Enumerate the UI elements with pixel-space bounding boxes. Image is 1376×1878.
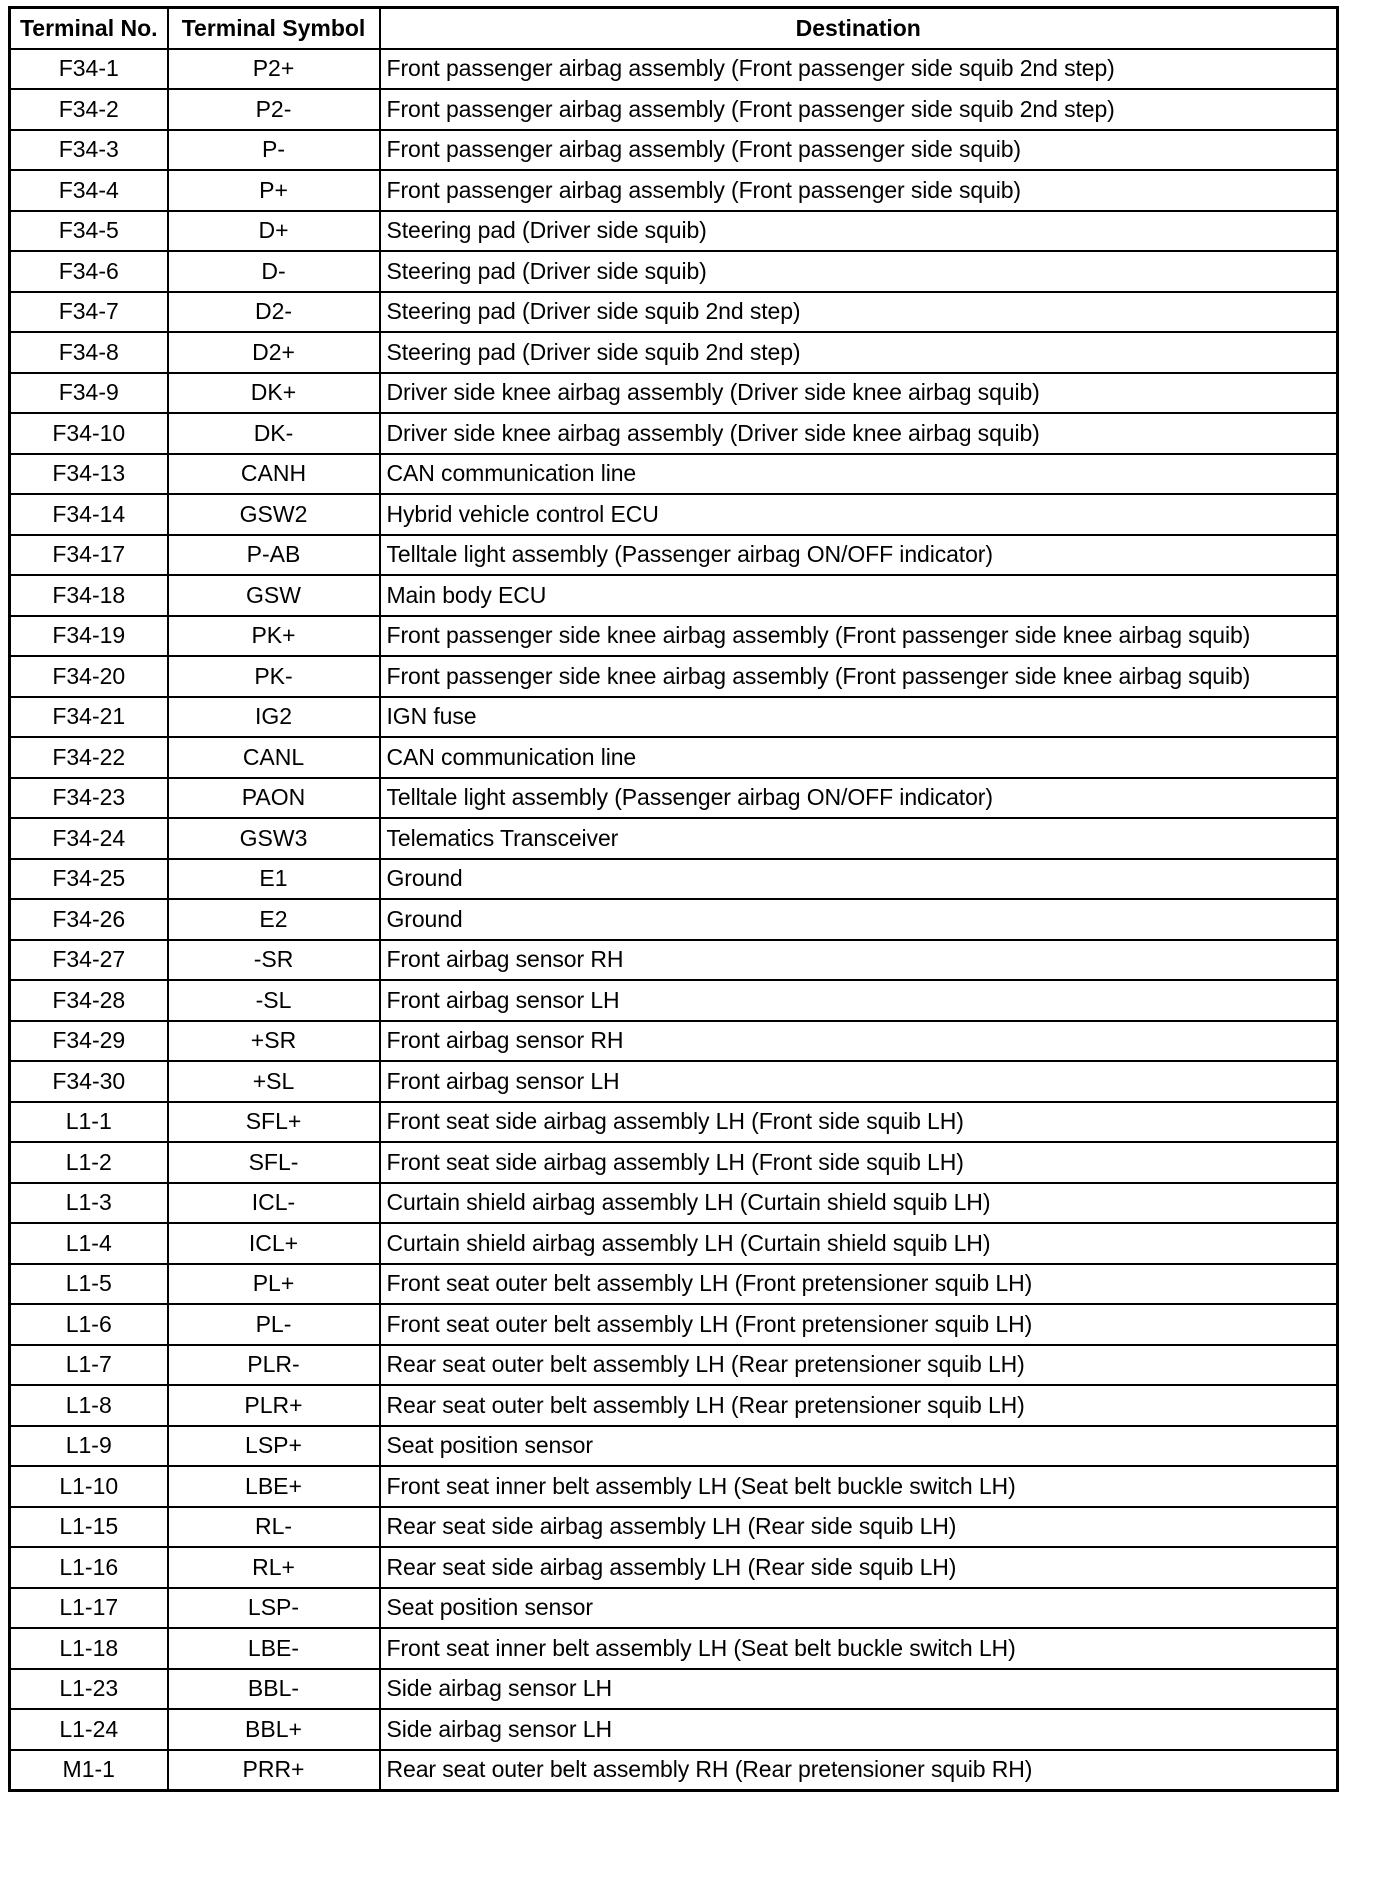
terminal-symbol-cell: GSW3 bbox=[168, 818, 380, 859]
header-row bbox=[10, 8, 1338, 49]
destination-cell: Rear seat side airbag assembly LH (Rear side squib LH) bbox=[380, 1547, 1338, 1588]
table-row bbox=[10, 1507, 1338, 1548]
terminal-symbol-cell: ICL+ bbox=[168, 1223, 380, 1264]
terminal-no-cell: L1-23 bbox=[10, 1669, 168, 1710]
terminal-no-cell: M1-1 bbox=[10, 1750, 168, 1791]
terminal-symbol-cell: IG2 bbox=[168, 697, 380, 738]
terminal-no-cell: L1-17 bbox=[10, 1588, 168, 1629]
terminal-symbol-cell: PL+ bbox=[168, 1264, 380, 1305]
terminal-symbol-cell: D2- bbox=[168, 292, 380, 333]
destination-cell: Steering pad (Driver side squib) bbox=[380, 211, 1338, 252]
terminal-symbol-cell: P-AB bbox=[168, 535, 380, 576]
terminal-no-cell: F34-19 bbox=[10, 616, 168, 657]
table-row bbox=[10, 1588, 1338, 1629]
terminal-no-cell: F34-5 bbox=[10, 211, 168, 252]
terminal-no-cell: L1-10 bbox=[10, 1466, 168, 1507]
table-header bbox=[10, 8, 1338, 49]
destination-cell: Steering pad (Driver side squib) bbox=[380, 251, 1338, 292]
terminal-no-cell: F34-8 bbox=[10, 332, 168, 373]
destination-cell: Rear seat outer belt assembly RH (Rear pretensioner squib RH) bbox=[380, 1750, 1338, 1791]
destination-cell: Front seat outer belt assembly LH (Front pretensioner squib LH) bbox=[380, 1264, 1338, 1305]
terminal-symbol-cell: P2- bbox=[168, 89, 380, 130]
terminal-no-cell: L1-18 bbox=[10, 1628, 168, 1669]
terminal-symbol-cell: LSP- bbox=[168, 1588, 380, 1629]
terminal-symbol-cell: BBL+ bbox=[168, 1709, 380, 1750]
terminal-symbol-cell: E1 bbox=[168, 859, 380, 900]
terminal-symbol-cell: PK- bbox=[168, 656, 380, 697]
header-terminal-no: Terminal No. bbox=[10, 8, 168, 49]
destination-cell: CAN communication line bbox=[380, 454, 1338, 495]
terminal-symbol-cell: DK+ bbox=[168, 373, 380, 414]
table-row bbox=[10, 494, 1338, 535]
destination-cell: Rear seat outer belt assembly LH (Rear pretensioner squib LH) bbox=[380, 1345, 1338, 1386]
table-row bbox=[10, 1750, 1338, 1791]
destination-cell: Rear seat outer belt assembly LH (Rear pretensioner squib LH) bbox=[380, 1385, 1338, 1426]
destination-cell: Front passenger airbag assembly (Front passenger side squib) bbox=[380, 130, 1338, 171]
table-row bbox=[10, 1628, 1338, 1669]
terminal-no-cell: L1-15 bbox=[10, 1507, 168, 1548]
terminal-no-cell: F34-4 bbox=[10, 170, 168, 211]
table-row bbox=[10, 616, 1338, 657]
terminal-symbol-cell: LSP+ bbox=[168, 1426, 380, 1467]
terminal-no-cell: F34-13 bbox=[10, 454, 168, 495]
destination-cell: Ground bbox=[380, 859, 1338, 900]
destination-cell: CAN communication line bbox=[380, 737, 1338, 778]
table-row bbox=[10, 899, 1338, 940]
terminal-no-cell: F34-18 bbox=[10, 575, 168, 616]
terminal-symbol-cell: -SR bbox=[168, 940, 380, 981]
table-row bbox=[10, 1547, 1338, 1588]
destination-cell: Driver side knee airbag assembly (Driver side knee airbag squib) bbox=[380, 413, 1338, 454]
terminal-symbol-cell: DK- bbox=[168, 413, 380, 454]
destination-cell: Front airbag sensor RH bbox=[380, 940, 1338, 981]
destination-cell: Telltale light assembly (Passenger airbag ON/OFF indicator) bbox=[380, 778, 1338, 819]
table-row bbox=[10, 1304, 1338, 1345]
terminal-symbol-cell: +SL bbox=[168, 1061, 380, 1102]
terminal-no-cell: L1-4 bbox=[10, 1223, 168, 1264]
terminal-no-cell: F34-30 bbox=[10, 1061, 168, 1102]
destination-cell: Main body ECU bbox=[380, 575, 1338, 616]
table-row bbox=[10, 656, 1338, 697]
destination-cell: Curtain shield airbag assembly LH (Curtain shield squib LH) bbox=[380, 1223, 1338, 1264]
table-row bbox=[10, 49, 1338, 90]
destination-cell: Front seat inner belt assembly LH (Seat belt buckle switch LH) bbox=[380, 1628, 1338, 1669]
terminal-no-cell: L1-16 bbox=[10, 1547, 168, 1588]
terminal-no-cell: L1-1 bbox=[10, 1102, 168, 1143]
destination-cell: IGN fuse bbox=[380, 697, 1338, 738]
terminal-table bbox=[8, 6, 1339, 1792]
terminal-no-cell: F34-14 bbox=[10, 494, 168, 535]
terminal-no-cell: F34-20 bbox=[10, 656, 168, 697]
header-destination: Destination bbox=[380, 8, 1338, 49]
destination-cell: Front airbag sensor LH bbox=[380, 1061, 1338, 1102]
terminal-symbol-cell: CANL bbox=[168, 737, 380, 778]
destination-cell: Front passenger airbag assembly (Front passenger side squib) bbox=[380, 170, 1338, 211]
terminal-no-cell: F34-23 bbox=[10, 778, 168, 819]
table-row bbox=[10, 1669, 1338, 1710]
destination-cell: Steering pad (Driver side squib 2nd step) bbox=[380, 292, 1338, 333]
terminal-no-cell: L1-2 bbox=[10, 1142, 168, 1183]
terminal-symbol-cell: RL- bbox=[168, 1507, 380, 1548]
terminal-symbol-cell: GSW bbox=[168, 575, 380, 616]
terminal-symbol-cell: D+ bbox=[168, 211, 380, 252]
terminal-symbol-cell: PAON bbox=[168, 778, 380, 819]
terminal-symbol-cell: PL- bbox=[168, 1304, 380, 1345]
table-row bbox=[10, 454, 1338, 495]
table-row bbox=[10, 373, 1338, 414]
destination-cell: Telematics Transceiver bbox=[380, 818, 1338, 859]
table-row bbox=[10, 170, 1338, 211]
destination-cell: Front seat side airbag assembly LH (Front side squib LH) bbox=[380, 1102, 1338, 1143]
terminal-no-cell: F34-21 bbox=[10, 697, 168, 738]
terminal-no-cell: F34-17 bbox=[10, 535, 168, 576]
destination-cell: Rear seat side airbag assembly LH (Rear side squib LH) bbox=[380, 1507, 1338, 1548]
table-row bbox=[10, 940, 1338, 981]
terminal-symbol-cell: LBE+ bbox=[168, 1466, 380, 1507]
table-row bbox=[10, 697, 1338, 738]
terminal-symbol-cell: D2+ bbox=[168, 332, 380, 373]
terminal-no-cell: F34-10 bbox=[10, 413, 168, 454]
destination-cell: Front airbag sensor RH bbox=[380, 1021, 1338, 1062]
destination-cell: Seat position sensor bbox=[380, 1426, 1338, 1467]
table-row bbox=[10, 1102, 1338, 1143]
terminal-symbol-cell: BBL- bbox=[168, 1669, 380, 1710]
terminal-no-cell: L1-5 bbox=[10, 1264, 168, 1305]
terminal-no-cell: F34-22 bbox=[10, 737, 168, 778]
table-row bbox=[10, 1061, 1338, 1102]
destination-cell: Ground bbox=[380, 899, 1338, 940]
table-body bbox=[10, 49, 1338, 1791]
destination-cell: Front seat inner belt assembly LH (Seat belt buckle switch LH) bbox=[380, 1466, 1338, 1507]
terminal-symbol-cell: +SR bbox=[168, 1021, 380, 1062]
destination-cell: Hybrid vehicle control ECU bbox=[380, 494, 1338, 535]
table-row bbox=[10, 1223, 1338, 1264]
terminal-no-cell: L1-6 bbox=[10, 1304, 168, 1345]
destination-cell: Front passenger airbag assembly (Front passenger side squib 2nd step) bbox=[380, 49, 1338, 90]
terminal-no-cell: F34-25 bbox=[10, 859, 168, 900]
table-row bbox=[10, 292, 1338, 333]
terminal-symbol-cell: -SL bbox=[168, 980, 380, 1021]
table-row bbox=[10, 251, 1338, 292]
destination-cell: Driver side knee airbag assembly (Driver side knee airbag squib) bbox=[380, 373, 1338, 414]
destination-cell: Front passenger side knee airbag assembly (Front passenger side knee airbag squib) bbox=[380, 616, 1338, 657]
table-row bbox=[10, 1264, 1338, 1305]
terminal-no-cell: F34-1 bbox=[10, 49, 168, 90]
terminal-symbol-cell: ICL- bbox=[168, 1183, 380, 1224]
terminal-no-cell: F34-6 bbox=[10, 251, 168, 292]
terminal-symbol-cell: SFL- bbox=[168, 1142, 380, 1183]
terminal-no-cell: L1-24 bbox=[10, 1709, 168, 1750]
destination-cell: Steering pad (Driver side squib 2nd step) bbox=[380, 332, 1338, 373]
terminal-no-cell: F34-24 bbox=[10, 818, 168, 859]
terminal-symbol-cell: CANH bbox=[168, 454, 380, 495]
destination-cell: Front seat outer belt assembly LH (Front pretensioner squib LH) bbox=[380, 1304, 1338, 1345]
destination-cell: Front airbag sensor LH bbox=[380, 980, 1338, 1021]
table-row bbox=[10, 778, 1338, 819]
terminal-symbol-cell: SFL+ bbox=[168, 1102, 380, 1143]
destination-cell: Front seat side airbag assembly LH (Front side squib LH) bbox=[380, 1142, 1338, 1183]
terminal-symbol-cell: P2+ bbox=[168, 49, 380, 90]
terminal-no-cell: F34-7 bbox=[10, 292, 168, 333]
table-row bbox=[10, 413, 1338, 454]
terminal-no-cell: F34-9 bbox=[10, 373, 168, 414]
terminal-symbol-cell: D- bbox=[168, 251, 380, 292]
table-row bbox=[10, 1466, 1338, 1507]
table-row bbox=[10, 130, 1338, 171]
table-row bbox=[10, 535, 1338, 576]
destination-cell: Front passenger airbag assembly (Front passenger side squib 2nd step) bbox=[380, 89, 1338, 130]
table-row bbox=[10, 1183, 1338, 1224]
destination-cell: Curtain shield airbag assembly LH (Curtain shield squib LH) bbox=[380, 1183, 1338, 1224]
terminal-symbol-cell: PRR+ bbox=[168, 1750, 380, 1791]
table-row bbox=[10, 980, 1338, 1021]
terminal-symbol-cell: PK+ bbox=[168, 616, 380, 657]
table-row bbox=[10, 575, 1338, 616]
destination-cell: Telltale light assembly (Passenger airbag ON/OFF indicator) bbox=[380, 535, 1338, 576]
terminal-no-cell: L1-7 bbox=[10, 1345, 168, 1386]
table-row bbox=[10, 1021, 1338, 1062]
destination-cell: Front passenger side knee airbag assembly (Front passenger side knee airbag squib) bbox=[380, 656, 1338, 697]
table-row bbox=[10, 332, 1338, 373]
table-row bbox=[10, 1142, 1338, 1183]
table-row bbox=[10, 737, 1338, 778]
terminal-symbol-cell: GSW2 bbox=[168, 494, 380, 535]
terminal-no-cell: L1-3 bbox=[10, 1183, 168, 1224]
destination-cell: Side airbag sensor LH bbox=[380, 1709, 1338, 1750]
table-row bbox=[10, 89, 1338, 130]
terminal-symbol-cell: LBE- bbox=[168, 1628, 380, 1669]
terminal-symbol-cell: P- bbox=[168, 130, 380, 171]
table-row bbox=[10, 1345, 1338, 1386]
terminal-no-cell: F34-29 bbox=[10, 1021, 168, 1062]
destination-cell: Seat position sensor bbox=[380, 1588, 1338, 1629]
table-row bbox=[10, 211, 1338, 252]
terminal-no-cell: L1-9 bbox=[10, 1426, 168, 1467]
terminal-no-cell: F34-26 bbox=[10, 899, 168, 940]
table-row bbox=[10, 818, 1338, 859]
terminal-symbol-cell: RL+ bbox=[168, 1547, 380, 1588]
terminal-symbol-cell: PLR+ bbox=[168, 1385, 380, 1426]
destination-cell: Side airbag sensor LH bbox=[380, 1669, 1338, 1710]
terminal-no-cell: F34-28 bbox=[10, 980, 168, 1021]
table-row bbox=[10, 1709, 1338, 1750]
table-row bbox=[10, 859, 1338, 900]
table-row bbox=[10, 1426, 1338, 1467]
table-row bbox=[10, 1385, 1338, 1426]
terminal-no-cell: L1-8 bbox=[10, 1385, 168, 1426]
terminal-no-cell: F34-3 bbox=[10, 130, 168, 171]
terminal-no-cell: F34-2 bbox=[10, 89, 168, 130]
terminal-symbol-cell: PLR- bbox=[168, 1345, 380, 1386]
header-terminal-symbol: Terminal Symbol bbox=[168, 8, 380, 49]
terminal-symbol-cell: P+ bbox=[168, 170, 380, 211]
terminal-symbol-cell: E2 bbox=[168, 899, 380, 940]
terminal-no-cell: F34-27 bbox=[10, 940, 168, 981]
